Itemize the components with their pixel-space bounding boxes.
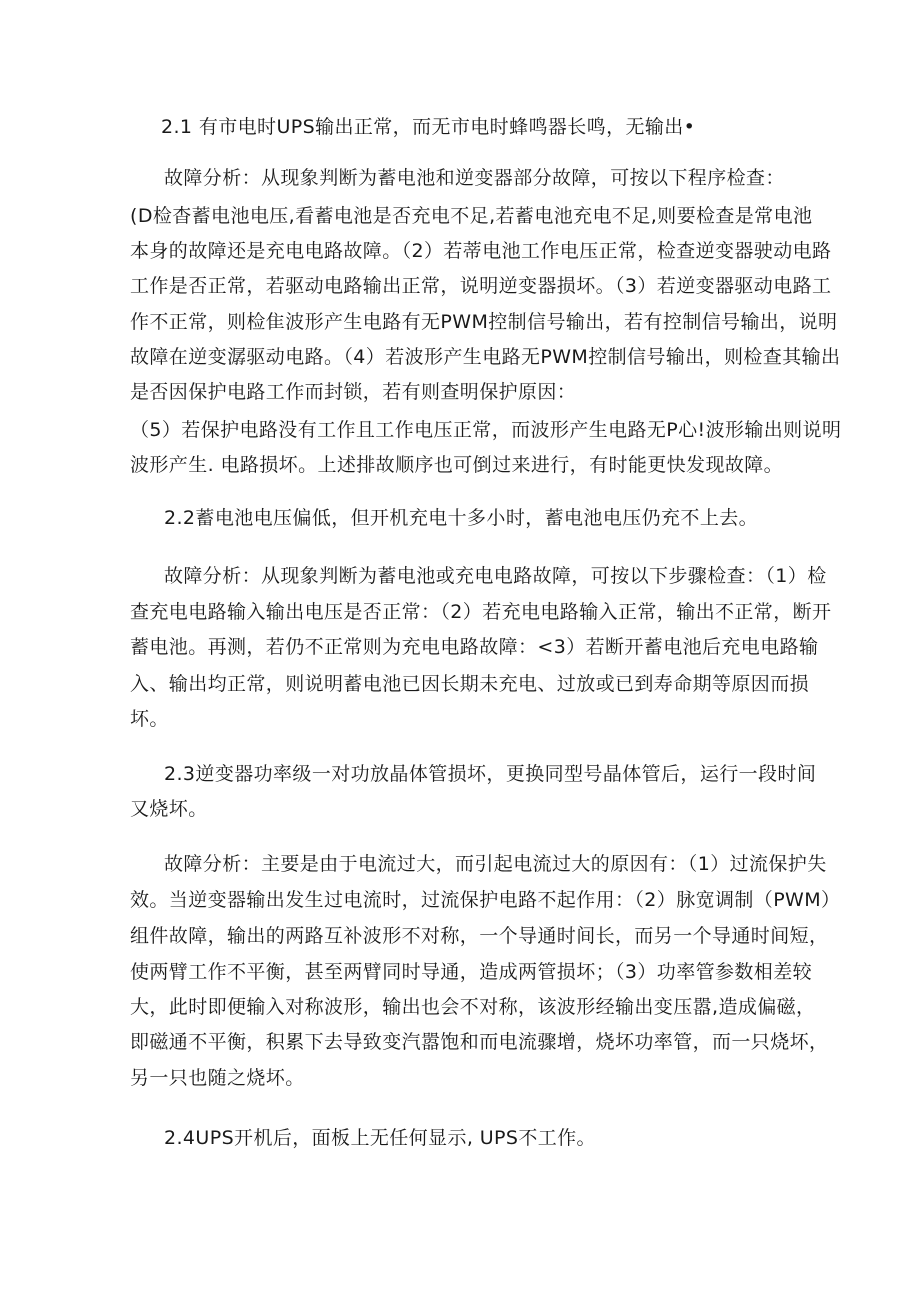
section-2-1-body-line: （5）若保护电路没有工作且工作电压正常，而波形产生电路无P心!波形输出则说明 — [130, 419, 842, 441]
section-2-3-heading-cont: 又烧坏。 — [130, 798, 208, 820]
section-2-2-body-line: 蓄电池。再测，若仍不正常则为充电电路故障：<3）若断开蓄电池后充电电路输 — [130, 636, 819, 658]
section-2-3-body-line: 大，此时即便输入对称波形，输出也会不对称，该波形经输出变压嚣,造成偏磁， — [130, 996, 816, 1018]
section-2-1-body-line: 故障在逆变潺驱动电路。（4）若波形产生电路无PWM控制信号输出，则检查其输出 — [130, 346, 841, 368]
section-2-3-body-line: 使两臂工作不平衡，甚至两臂同时导通，造成两管损坏；（3）功率管参数相差较 — [130, 961, 812, 983]
section-2-1-body-line: 是否因保护电路工作而封锁，若有则查明保护原因： — [130, 381, 577, 403]
section-2-1-body-line: 波形产生. 电路损坏。上述排故顺序也可倒过来进行，有时能更快发现故障。 — [130, 454, 784, 476]
section-2-1-body-line: 工作是否正常，若驱动电路输出正常，说明逆变器损坏。（3）若逆变器驱动电路工 — [130, 275, 832, 297]
section-2-2-body-line: 坏。 — [130, 708, 169, 730]
section-2-1-body-line: 作不正常，则检隹波形产生电路有无PWM控制信号输出，若有控制信号输出，说明 — [130, 311, 838, 333]
section-2-2-body-line: 查充电电路输入输出电压是否正常：（2）若充电电路输入正常，输出不正常，断开 — [130, 601, 832, 623]
section-2-3-heading: 2.3逆变器功率级一对功放晶体管损坏，更换同型号晶体管后，运行一段时间 — [164, 763, 817, 785]
section-2-3-body-line: 即磁通不平衡，积累下去导致变汽嚣饱和而电流骤增，烧坏功率管，而一只烧坏， — [130, 1031, 829, 1053]
section-2-3-body-line: 组件故障，输出的两路互补波形不对称，一个导通时间长，而另一个导通时间短， — [130, 925, 829, 947]
section-2-1-body-line: (D检杳蓄电池电压,看蓄电池是否充电不足,若蓄电池充电不足,则要检查是常电池 — [130, 205, 813, 227]
section-2-4-heading: 2.4UPS开机后，面板上无任何显示, UPS不工作。 — [164, 1127, 596, 1149]
section-2-3-analysis-line: 故障分析：主要是由于电流过大，而引起电流过大的原因有：（1）过流保护失 — [164, 853, 827, 875]
section-2-2-analysis-line: 故障分析：从现象判断为蓄电池或充电电路故障，可按以下步骤检查：（1）检 — [164, 565, 827, 587]
section-2-3-body-line: 另一只也随之烧坏。 — [130, 1067, 305, 1089]
section-2-1-analysis-line: 故障分析：从现象判断为蓄电池和逆变器部分故障，可按以下程序检查： — [164, 167, 785, 189]
section-2-3-body-line: 效。当逆变器输出发生过电流时，过流保护电路不起作用：（2）脉宽调制（PWM） — [130, 889, 841, 911]
section-2-1-heading: 2.1 有市电时UPS输出正常，而无市电时蜂鸣器长鸣，无输出• — [161, 116, 696, 138]
section-2-2-heading: 2.2蓄电池电压偏低，但开机充电十多小时，蓄电池电压仍充不上去。 — [164, 507, 759, 529]
section-2-1-body-line: 本身的故障还是充电电路故障。（2）若蒂电池工作电压正常，检查逆变器驶动电路 — [130, 240, 832, 262]
section-2-2-body-line: 入、输出均正常，则说明蓄电池已因长期未充电、过放或已到寿命期等原因而损 — [130, 673, 810, 695]
